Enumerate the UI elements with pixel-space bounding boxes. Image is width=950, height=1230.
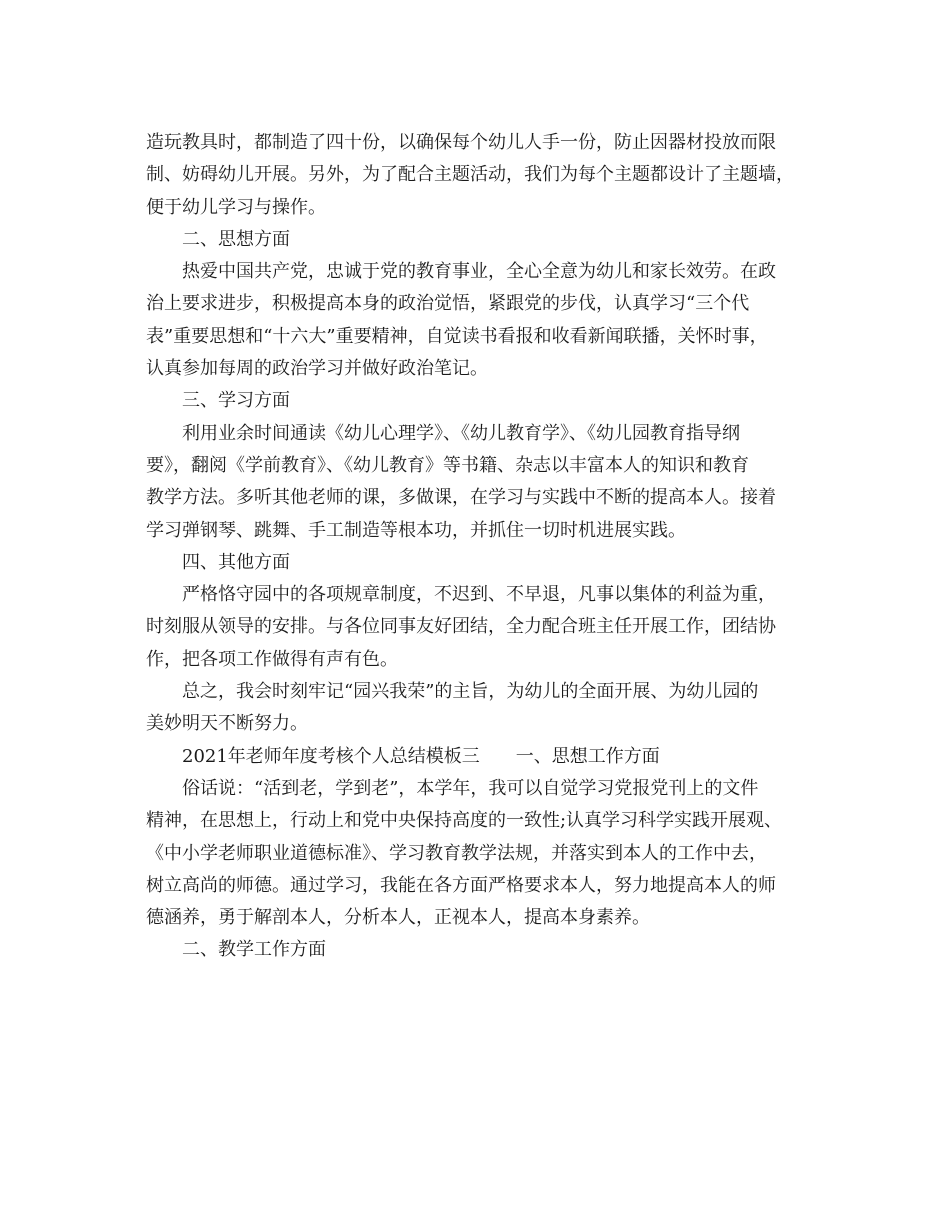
text-line: 学习弹钢琴、跳舞、手工制造等根本功，并抓住一切时机进展实践。	[146, 519, 686, 541]
text-line: 利用业余时间通读《幼儿心理学》、《幼儿教育学》、《幼儿园教育指导纲	[182, 422, 740, 444]
text-line: 二、教学工作方面	[182, 939, 326, 961]
text-line: 精神，在思想上，行动上和党中央保持高度的一致性;认真学习科学实践开展观、	[146, 810, 783, 832]
document-body	[146, 127, 806, 967]
text-line: 作，把各项工作做得有声有色。	[146, 648, 398, 670]
text-line: 要》，翻阅《学前教育》、《幼儿教育》等书籍、杂志以丰富本人的知识和教育	[146, 454, 749, 476]
text-line: 教学方法。多听其他老师的课，多做课，在学习与实践中不断的提高本人。接着	[146, 487, 776, 509]
text-line: 2021年老师年度考核个人总结模板三 一、思想工作方面	[182, 745, 660, 767]
text-line: 树立高尚的师德。通过学习，我能在各方面严格要求本人，努力地提高本人的师	[146, 874, 776, 896]
text-line: 制、妨碍幼儿开展。另外，为了配合主题活动，我们为每个主题都设计了主题墙，	[146, 164, 794, 186]
text-line: 便于幼儿学习与操作。	[146, 196, 326, 218]
text-line: 表”重要思想和“十六大”重要精神，自觉读书看报和收看新闻联播，关怀时事，	[146, 325, 768, 347]
text-line: 美妙明天不断努力。	[146, 713, 308, 735]
text-line: 四、其他方面	[182, 551, 290, 573]
text-line: 严格恪守园中的各项规章制度，不迟到、不早退，凡事以集体的利益为重，	[182, 584, 776, 606]
text-line: 总之，我会时刻牢记“园兴我荣”的主旨，为幼儿的全面开展、为幼儿园的	[182, 681, 759, 703]
text-line: 造玩教具时，都制造了四十份，以确保每个幼儿人手一份，防止因器材投放而限	[146, 132, 776, 153]
text-line: 三、学习方面	[182, 390, 290, 412]
text-line: 认真参加每周的政治学习并做好政治笔记。	[146, 358, 488, 380]
text-line: 德涵养，勇于解剖本人，分析本人，正视本人，提高本身素养。	[146, 907, 650, 929]
text-line: 治上要求进步，积极提高本身的政治觉悟，紧跟党的步伐，认真学习“三个代	[146, 293, 750, 315]
text-line: 俗话说：“活到老，学到老”，本学年，我可以自觉学习党报党刊上的文件	[182, 777, 759, 799]
text-line: 《中小学老师职业道德标准》、学习教育教学法规，并落实到本人的工作中去，	[146, 842, 767, 864]
text-line: 二、思想方面	[182, 228, 290, 250]
text-line: 时刻服从领导的安排。与各位同事友好团结，全力配合班主任开展工作，团结协	[146, 616, 776, 638]
text-line: 热爱中国共产党，忠诚于党的教育事业，全心全意为幼儿和家长效劳。在政	[182, 261, 776, 283]
